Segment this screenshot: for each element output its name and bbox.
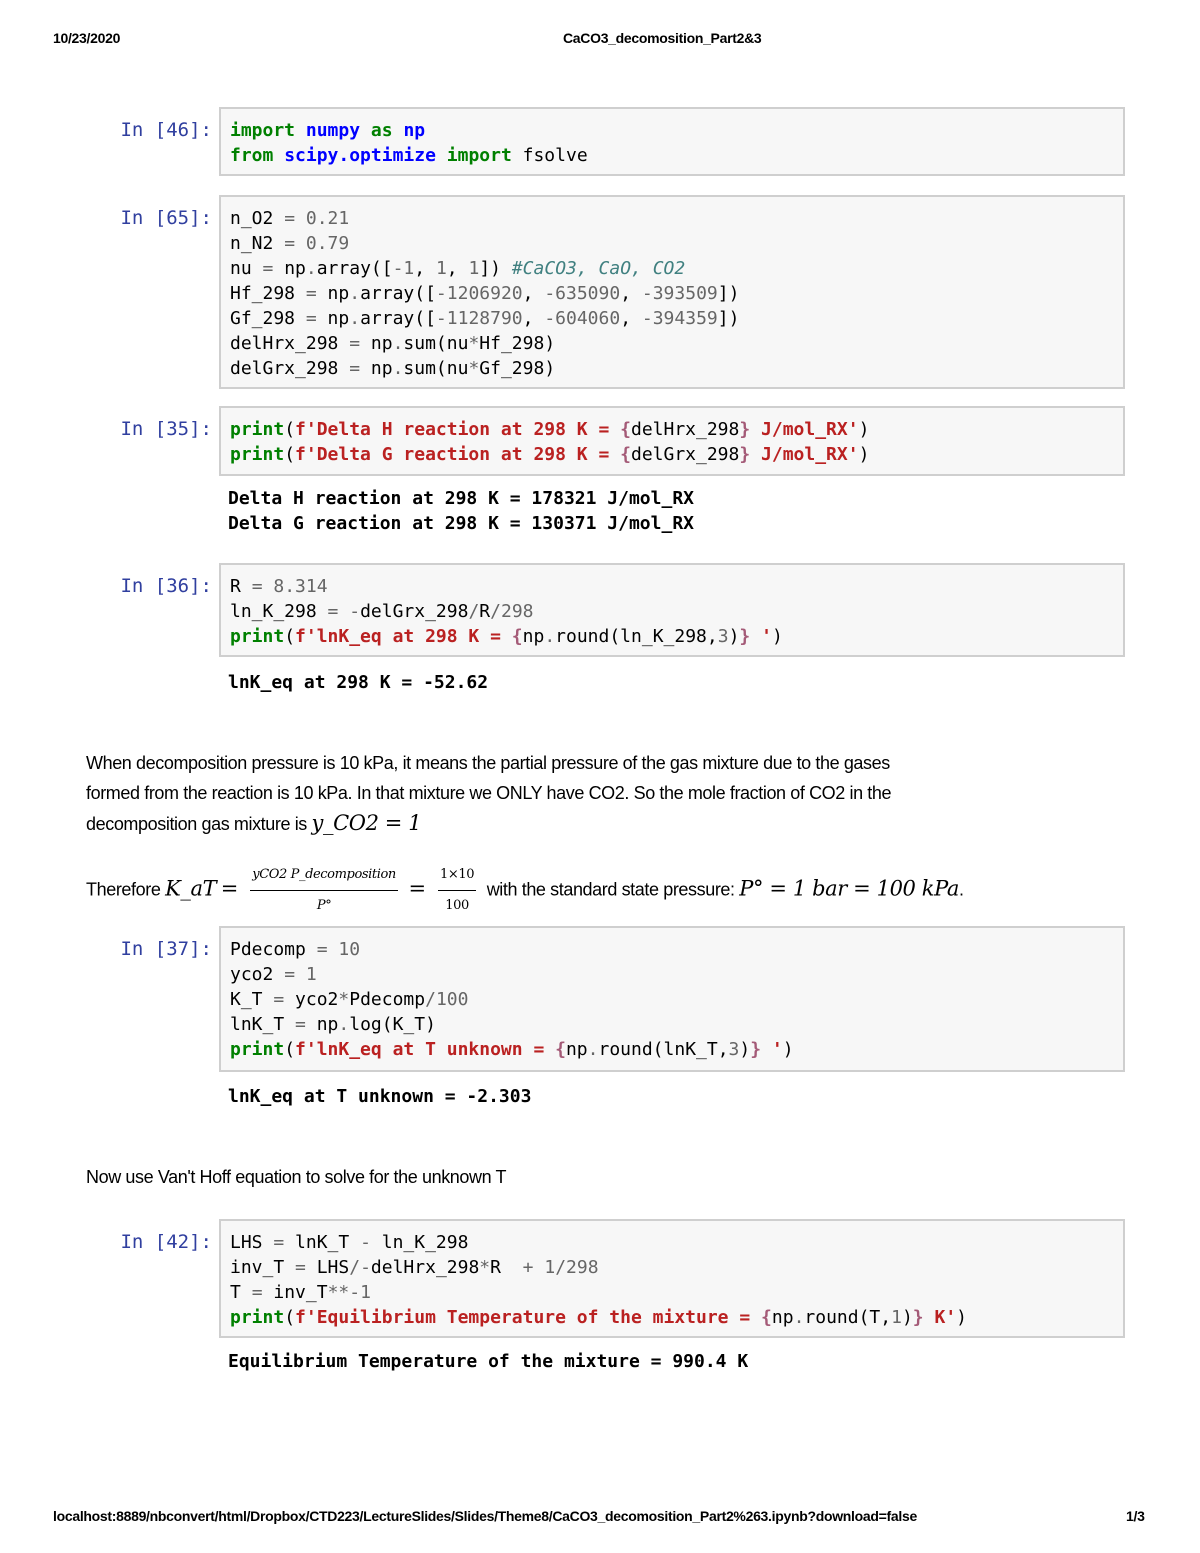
- code-input[interactable]: LHS = lnK_T - ln_K_298 inv_T = LHS/-delHrx_298*R + 1/298 T = inv_T**-1 print(f'Equilibrium Temperature of the mixture = {np.round(T,1)} K'): [219, 1219, 1125, 1338]
- text-line: formed from the reaction is 10 kPa. In that mixture we ONLY have CO2. So the mole fraction of CO2 in the: [86, 783, 892, 803]
- math-ycO2: y_CO2 = 1: [311, 811, 422, 835]
- code-input[interactable]: Pdecomp = 10 yco2 = 1 K_T = yco2*Pdecomp/100 lnK_T = np.log(K_T) print(f'lnK_eq at T unknown = {np.round(lnK_T,3)} '): [219, 926, 1125, 1072]
- input-prompt: In [35]:: [120, 418, 212, 440]
- markdown-paragraph: [86, 1162, 1126, 1192]
- code-input[interactable]: print(f'Delta H reaction at 298 K = {delHrx_298} J/mol_RX') print(f'Delta G reaction at 298 K = {delGrx_298} J/mol_RX'): [219, 406, 1125, 476]
- cell-output: Delta H reaction at 298 K = 178321 J/mol_RX Delta G reaction at 298 K = 130371 J/mol_RX: [228, 488, 694, 534]
- cell-output: lnK_eq at 298 K = -52.62: [228, 672, 489, 693]
- input-prompt: In [65]:: [120, 207, 212, 229]
- print-date: 10/23/2020: [53, 30, 121, 46]
- text-line: Now use Van't Hoff equation to solve for the unknown T: [86, 1167, 507, 1187]
- page-number: 1/3: [1126, 1508, 1145, 1524]
- markdown-paragraph: [86, 748, 1126, 839]
- math-fraction: $\frac{1\times 10}{100}$: [438, 860, 476, 921]
- code-input[interactable]: R = 8.314 ln_K_298 = -delGrx_298/R/298 print(f'lnK_eq at 298 K = {np.round(ln_K_298,3)} '): [219, 563, 1125, 657]
- code-input[interactable]: n_O2 = 0.21 n_N2 = 0.79 nu = np.array([-1, 1, 1]) #CaCO3, CaO, CO2 Hf_298 = np.array([-1206920, -635090, -393509]) Gf_298 = np.array([-1128790, -604060, -394359]) delHrx_298 = np.sum(nu*Hf_298) delGrx_298 = np.sum(nu*Gf_298): [219, 195, 1125, 389]
- footer-url: localhost:8889/nbconvert/html/Dropbox/CTD223/LectureSlides/Slides/Theme8/CaCO3_decomosition_Part2%263.ipynb?download=false: [53, 1508, 917, 1524]
- markdown-paragraph: Therefore K_aT = $\frac{\text{yCO2 P\_decomposition}}{P^\circ}$ = $\frac{1\times 10}{100}$ with the standard state pressure: P° = 1 bar = 100 kPa.: [86, 860, 1126, 921]
- code-input[interactable]: import numpy as np from scipy.optimize import fsolve: [219, 107, 1125, 176]
- text-line: decomposition gas mixture is y_CO2 = 1: [86, 811, 422, 835]
- document-title: CaCO3_decomosition_Part2&3: [563, 30, 762, 46]
- input-prompt: In [37]:: [120, 938, 212, 960]
- math-standard-pressure: P° = 1 bar = 100 kPa: [739, 876, 960, 901]
- input-prompt: In [36]:: [120, 575, 212, 597]
- math-k: K_aT: [165, 876, 217, 901]
- input-prompt: In [42]:: [120, 1231, 212, 1253]
- input-prompt: In [46]:: [120, 119, 212, 141]
- math-fraction: $\frac{\text{yCO2 P\_decomposition}}{P^\circ}$: [250, 860, 398, 921]
- cell-output: Equilibrium Temperature of the mixture = 990.4 K: [228, 1351, 749, 1372]
- cell-output: lnK_eq at T unknown = -2.303: [228, 1086, 532, 1107]
- text-line: When decomposition pressure is 10 kPa, it means the partial pressure of the gas mixture due to the gases: [86, 753, 890, 773]
